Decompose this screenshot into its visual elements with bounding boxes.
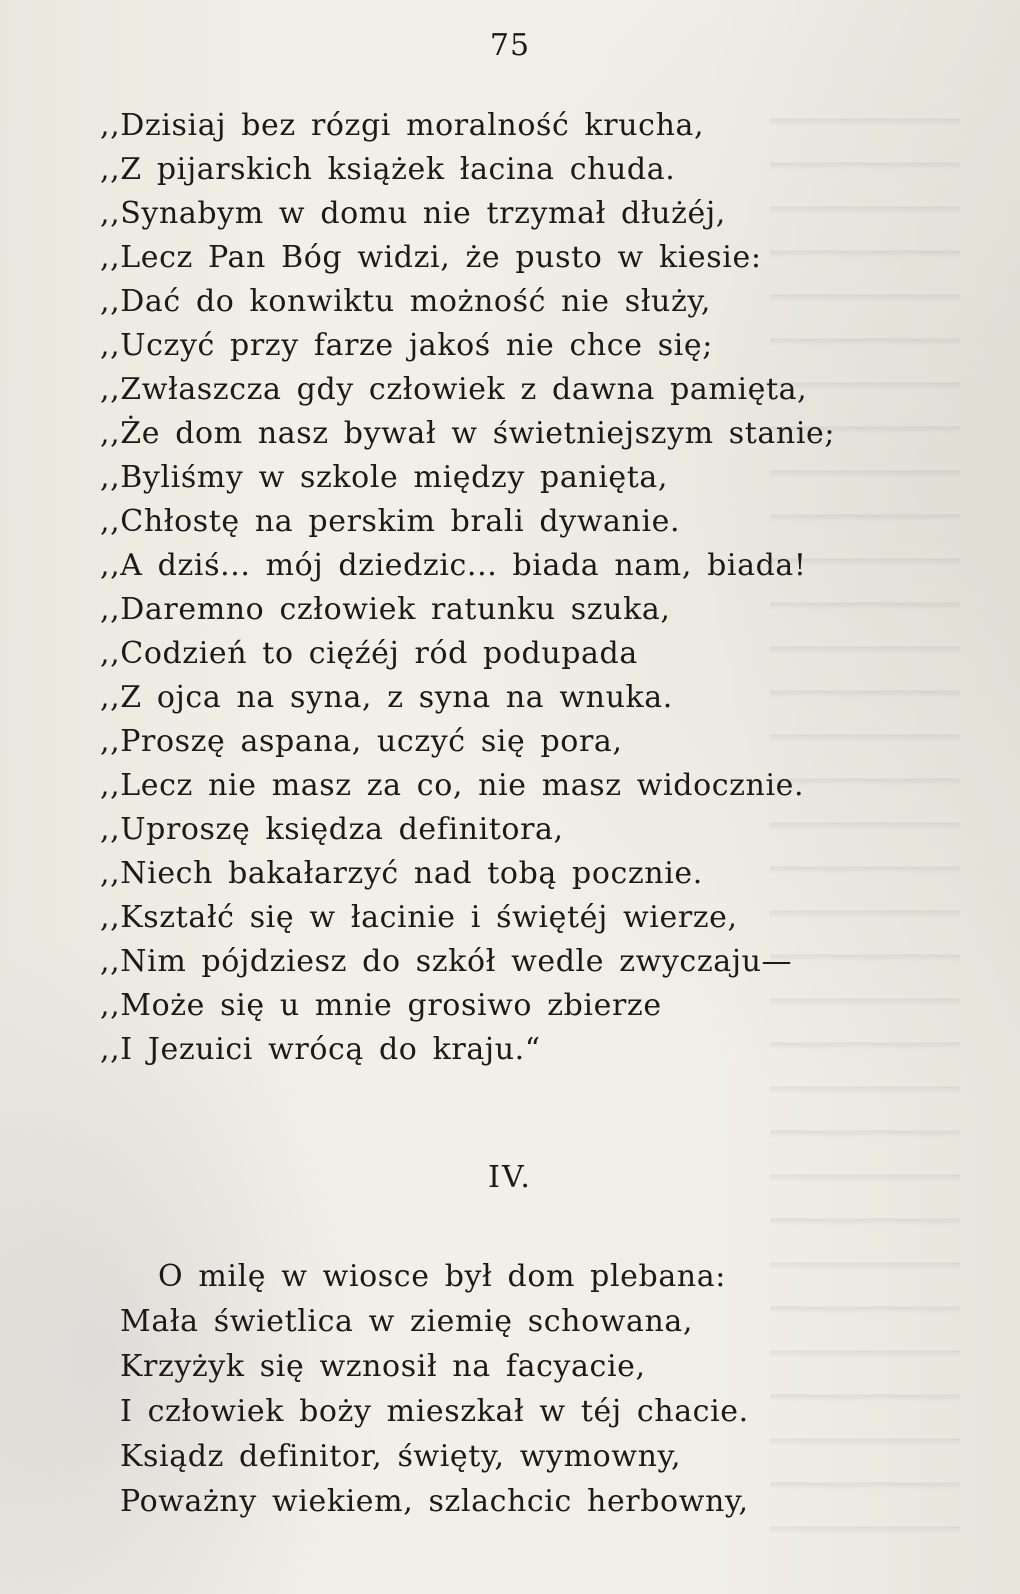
- verse-line: ,,Lecz Pan Bóg widzi, że pusto w kiesie:: [100, 240, 762, 275]
- stanza-quoted-speech: [100, 104, 980, 1072]
- verse-line: ,,Zwłaszcza gdy człowiek z dawna pamięta,: [100, 372, 808, 407]
- verse-line: Poważny wiekiem, szlachcic herbowny,: [120, 1484, 749, 1519]
- verse-line: O milę w wiosce był dom plebana:: [158, 1259, 726, 1294]
- verse-line: ,,Byliśmy w szkole między panięta,: [100, 460, 669, 495]
- verse-line: ,,A dziś... mój dziedzic... biada nam, biada!: [100, 548, 807, 583]
- verse-line: ,,Synabym w domu nie trzymał dłużéj,: [100, 196, 726, 231]
- verse-line: ,,Uproszę księdza definitora,: [100, 812, 564, 847]
- verse-line: Krzyżyk się wznosił na facyacie,: [120, 1349, 646, 1384]
- verse-line: ,,Kształć się w łacinie i świętéj wierze,: [100, 900, 738, 935]
- verse-line: ,,I Jezuici wrócą do kraju.“: [100, 1032, 541, 1067]
- verse-line: ,,Codzień to cięźéj ród podupada: [100, 636, 638, 671]
- verse-line: ,,Niech bakałarzyć nad tobą pocznie.: [100, 856, 703, 891]
- verse-line: Ksiądz definitor, święty, wymowny,: [120, 1439, 682, 1474]
- verse-line: ,,Chłostę na perskim brali dywanie.: [100, 504, 681, 539]
- page-number: 75: [489, 28, 531, 63]
- verse-line: ,,Z pijarskich książek łacina chuda.: [100, 152, 676, 187]
- verse-line: Mała świetlica w ziemię schowana,: [120, 1304, 694, 1339]
- verse-line: ,,Z ojca na syna, z syna na wnuka.: [100, 680, 673, 715]
- section-heading: IV.: [488, 1160, 532, 1195]
- verse-line: ,,Dzisiaj bez rózgi moralność krucha,: [100, 108, 705, 143]
- verse-line: ,,Daremno człowiek ratunku szuka,: [100, 592, 671, 627]
- verse-line: ,,Lecz nie masz za co, nie masz widocznie.: [100, 768, 805, 803]
- verse-line: I człowiek boży mieszkał w téj chacie.: [120, 1394, 749, 1429]
- verse-line: ,,Uczyć przy farze jakoś nie chce się;: [100, 328, 713, 363]
- verse-line: ,,Może się u mnie grosiwo zbierze: [100, 988, 662, 1023]
- verse-line: ,,Proszę aspana, uczyć się pora,: [100, 724, 623, 759]
- stanza-narrative: [120, 1254, 980, 1524]
- verse-line: ,,Dać do konwiktu możność nie służy,: [100, 284, 712, 319]
- verse-line: ,,Nim pójdziesz do szkół wedle zwyczaju—: [100, 944, 793, 979]
- verse-line: ,,Że dom nasz bywał w świetniejszym stanie;: [100, 416, 836, 451]
